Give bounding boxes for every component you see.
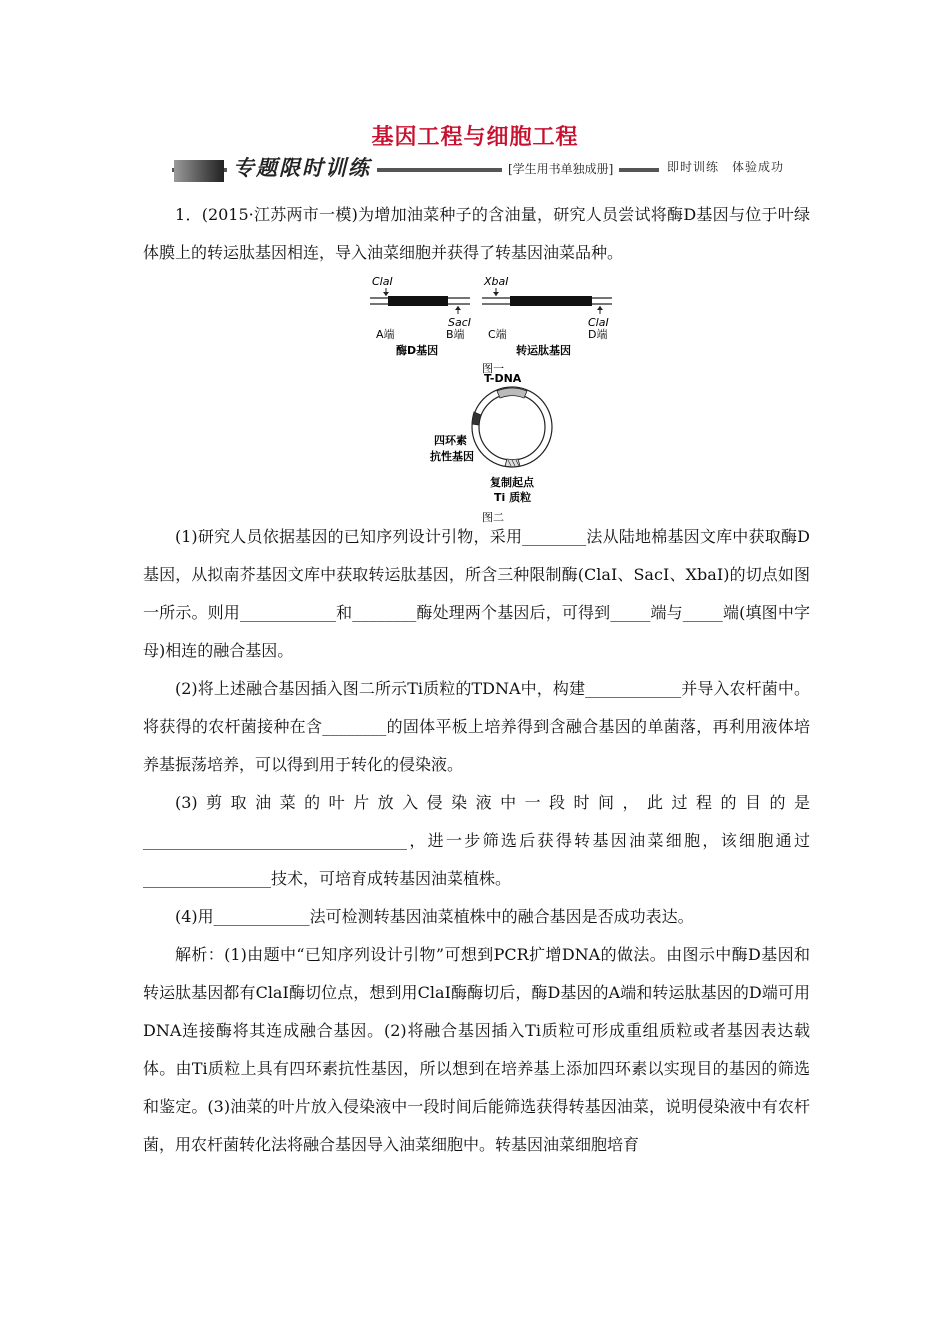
xba1-site-label: XbaⅠ (484, 275, 509, 288)
c-end-label: C端 (488, 328, 507, 341)
question-intro: 1．(2015·江苏两市一模)为增加油菜种子的含油量，研究人员尝试将酶D基因与位于叶绿体膜上的转运肽基因相连，导入油菜细胞并获得了转基因油菜品种。 (143, 205, 810, 262)
figure1-transit-peptide-gene (482, 275, 612, 357)
gene-figure (350, 272, 630, 527)
questions-block (143, 518, 810, 1164)
banner-slogan: 即时训练 体验成功 (659, 158, 784, 175)
question-part-2: (2)将上述融合基因插入图二所示Ti质粒的TDNA中，构建____________并导入农杆菌中。将获得的农杆菌接种在含________的固体平板上培养得到含融合基因的单菌落，再利用液体培养基振荡培养，可以得到用于转化的侵染液。 (143, 679, 810, 774)
figure2-caption: 图二 (482, 511, 504, 524)
ti-plasmid-label: Ti 质粒 (494, 491, 532, 504)
figure1-enzyme-d-gene (370, 275, 471, 357)
figure2-ti-plasmid (430, 372, 552, 524)
question-part-3: (3)剪取油菜的叶片放入侵染液中一段时间，此过程的目的是_________________________________，进一步筛选后获得转基因油菜细胞，该细胞通过________________技术，可培育成转基因油菜植株。 (143, 793, 810, 888)
banner-decoration (174, 160, 224, 182)
a-end-label: A端 (376, 328, 395, 341)
analysis-text: 解析：(1)由题中“已知序列设计引物”可想到PCR扩增DNA的做法。由图示中酶D基因和转运肽基因都有ClaⅠ酶切位点，想到用ClaⅠ酶酶切后，酶D基因的A端和转运肽基因的D端可用DNA连接酶将其连成融合基因。(2)将融合基因插入Ti质粒可形成重组质粒或者基因表达载体。由Ti质粒上具有四环素抗性基因，所以想到在培养基上添加四环素以实现目的基因的筛选和鉴定。(3)油菜的叶片放入侵染液中一段时间后能筛选获得转基因油菜，说明侵染液中有农杆菌，用农杆菌转化法将融合基因导入油菜细胞中。转基因油菜细胞培育 (143, 945, 810, 1154)
b-end-label: B端 (446, 328, 465, 341)
enzyme-d-gene-label: 酶D基因 (396, 344, 439, 357)
section-banner (172, 150, 784, 184)
question-intro-block (143, 196, 810, 272)
figure1-caption: 图一 (482, 362, 504, 375)
d-end-label: D端 (588, 328, 608, 341)
question-part-1: (1)研究人员依据基因的已知序列设计引物，采用________法从陆地棉基因文库中获取酶D基因，从拟南芥基因文库中获取转运肽基因，所含三种限制酶(ClaⅠ、SacⅠ、XbaⅠ)的切点如图一所示。则用____________和________酶处理两个基因后，可得到_____端与_____端(填图中字母)相连的融合基因。 (143, 527, 810, 660)
transit-peptide-gene-label: 转运肽基因 (516, 344, 571, 357)
t-dna-label: T-DNA (484, 372, 522, 385)
sac1-site-label: SacⅠ (448, 316, 472, 329)
tetracycline-label: 四环素 (434, 434, 467, 447)
banner-label: 专题限时训练 (227, 152, 377, 182)
resistance-gene-label: 抗性基因 (430, 450, 474, 463)
cla1b-site-label: ClaⅠ (588, 316, 609, 329)
page-title: 基因工程与细胞工程 (371, 124, 579, 150)
question-part-4: (4)用____________法可检测转基因油菜植株中的融合基因是否成功表达。 (175, 907, 694, 926)
cla1-site-label: ClaⅠ (372, 275, 393, 288)
banner-subtitle: [学生用书单独成册] (502, 160, 619, 177)
origin-label: 复制起点 (490, 476, 534, 489)
